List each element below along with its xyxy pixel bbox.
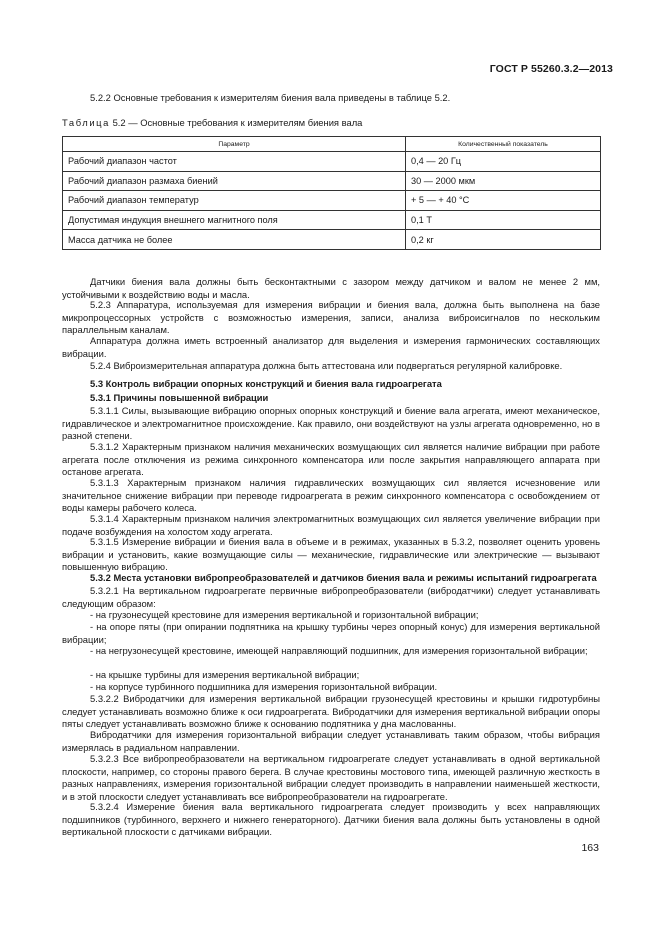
table-row — [63, 171, 601, 191]
table-caption-label: Таблица — [62, 117, 110, 128]
body-paragraph: 5.3.1.3 Характерным признаком наличия гидравлических возмущающих сил является исчезновение или значительное снижение вибрации при переводе гидроагрегата в режим синхронного компенсатора с освобождением от воды камеры рабочего колеса. — [62, 477, 600, 514]
body-paragraph: 5.3.1.4 Характерным признаком наличия электромагнитных возмущающих сил является увеличение вибрации при подаче возбуждения на холостом ходу агрегата. — [62, 513, 600, 537]
list-item: - на опоре пяты (при опирании подпятника на крышку турбины через опорный конус) для измерения вертикальной вибрации; — [62, 621, 600, 645]
table-header-parameter: Параметр — [63, 137, 406, 152]
body-paragraph: Аппаратура должна иметь встроенный анализатор для выделения и измерения гармонических составляющих вибрации. — [62, 335, 600, 359]
list-item: - на корпусе турбинного подшипника для измерения горизонтальной вибрации. — [90, 681, 438, 692]
body-paragraph: 5.3.2.3 Все вибропреобразователи на вертикальном гидроагрегате следует устанавливать в одной вертикальной плоскости, например, со стороны правого берега. В случае крестовины мостового типа, имеющей различную жесткость в разных направлениях, измерения горизонтальной вибрации следует производить в направлении наименьшей жесткости, и в этой плоскости следует устанавливать все вибропреобразователи на гидроагрегате. — [62, 753, 600, 802]
body-paragraph: 5.2.3 Аппаратура, используемая для измерения вибрации и биения вала, должна быть выполнена на базе микропроцессорных устройств с возможностью измерения, записи, анализа виброисигналов по нескольким параллельным каналам. — [62, 299, 600, 336]
body-paragraph: 5.3.1.1 Силы, вызывающие вибрацию опорных опорных конструкций и биение вала агрегата, имеют механическое, гидравлическое и электромагнитное происхождение. Как правило, они воздействуют на узлы агрегата одновременно, но в разной степени. — [62, 405, 600, 442]
list-item: - на крышке турбины для измерения вертикальной вибрации; — [90, 669, 360, 680]
table-cell-parameter: Рабочий диапазон температур — [63, 191, 406, 211]
table-cell-parameter: Рабочий диапазон размаха биений — [63, 171, 406, 191]
table-cell-parameter: Рабочий диапазон частот — [63, 152, 406, 172]
table-cell-value: 0,1 Т — [406, 210, 601, 230]
requirements-table — [62, 136, 601, 250]
subsection-heading: 5.3.2 Места установки вибропреобразователей и датчиков биения вала и режимы испытаний гидроагрегата — [90, 572, 597, 583]
table-header-value: Количественный показатель — [406, 137, 601, 152]
list-item: - на грузонесущей крестовине для измерения вертикальной и горизонтальной вибрации; — [90, 609, 479, 620]
table-cell-parameter: Масса датчика не более — [63, 230, 406, 250]
list-item: - на негрузонесущей крестовине, имеющей направляющий подшипник, для измерения горизонтальной вибрации; — [90, 645, 588, 656]
body-paragraph: 5.3.1.2 Характерным признаком наличия механических возмущающих сил является наличие вибрации при работе агрегата после отключения из режима синхронного компенсатора или после закрытия направляющего аппарата при останове агрегата. — [62, 441, 600, 478]
body-paragraph: 5.3.2.1 На вертикальном гидроагрегате первичные вибропреобразователи (вибродатчики) следует устанавливать следующим образом: — [62, 585, 600, 609]
body-paragraph: Датчики биения вала должны быть бесконтактными с зазором между датчиком и валом не менее 2 мм, устойчивыми к воздействию воды и масла. — [62, 276, 600, 300]
table-cell-parameter: Допустимая индукция внешнего магнитного поля — [63, 210, 406, 230]
subsection-heading: 5.3.1 Причины повышенной вибрации — [90, 392, 269, 403]
table-row — [63, 210, 601, 230]
intro-paragraph: 5.2.2 Основные требования к измерителям биения вала приведены в таблице 5.2. — [90, 92, 451, 103]
body-paragraph: 5.2.4 Виброизмерительная аппаратура должна быть аттестована или подвергаться регулярной калибровке. — [90, 360, 563, 371]
table-row — [63, 191, 601, 211]
body-paragraph: Вибродатчики для измерения горизонтальной вибрации следует устанавливать таким образом, чтобы вибрация измерялась в радиальном направлении. — [62, 729, 600, 753]
table-cell-value: 30 — 2000 мкм — [406, 171, 601, 191]
table-cell-value: 0,2 кг — [406, 230, 601, 250]
body-paragraph: 5.3.2.4 Измерение биения вала вертикального гидроагрегата следует производить у всех направляющих подшипников (турбинного, верхнего и нижнего генераторного). Датчики биения вала должны быть установлены в одной вертикальной плоскости с датчиками вибрации. — [62, 801, 600, 838]
table-caption-text: 5.2 — Основные требования к измерителям биения вала — [109, 117, 363, 128]
table-cell-value: + 5 — + 40 °С — [406, 191, 601, 211]
table-header-row — [63, 137, 601, 152]
table-row — [63, 152, 601, 172]
table-caption — [62, 117, 362, 128]
page-number: 163 — [581, 842, 599, 854]
table-cell-value: 0,4 — 20 Гц — [406, 152, 601, 172]
table-row — [63, 230, 601, 250]
body-paragraph: 5.3.2.2 Вибродатчики для измерения вертикальной вибрации грузонесущей крестовины и крышки гидротурбины следует устанавливать возможно ближе к оси гидроагрегата. Вибродатчики для измерения вертикальной вибрации опоры пяты следует устанавливать возможно ближе к основанию подпятника у дна маслованны. — [62, 693, 600, 730]
section-heading: 5.3 Контроль вибрации опорных конструкций и биения вала гидроагрегата — [90, 378, 442, 389]
document-code: ГОСТ Р 55260.3.2—2013 — [489, 63, 613, 75]
body-paragraph: 5.3.1.5 Измерение вибрации и биения вала в объеме и в режимах, указанных в 5.3.2, позволяет оценить уровень вибрации и установить, какие возмущающие силы — механические, гидравлические или электрические — вызывают повышенную вибрацию. — [62, 536, 600, 573]
